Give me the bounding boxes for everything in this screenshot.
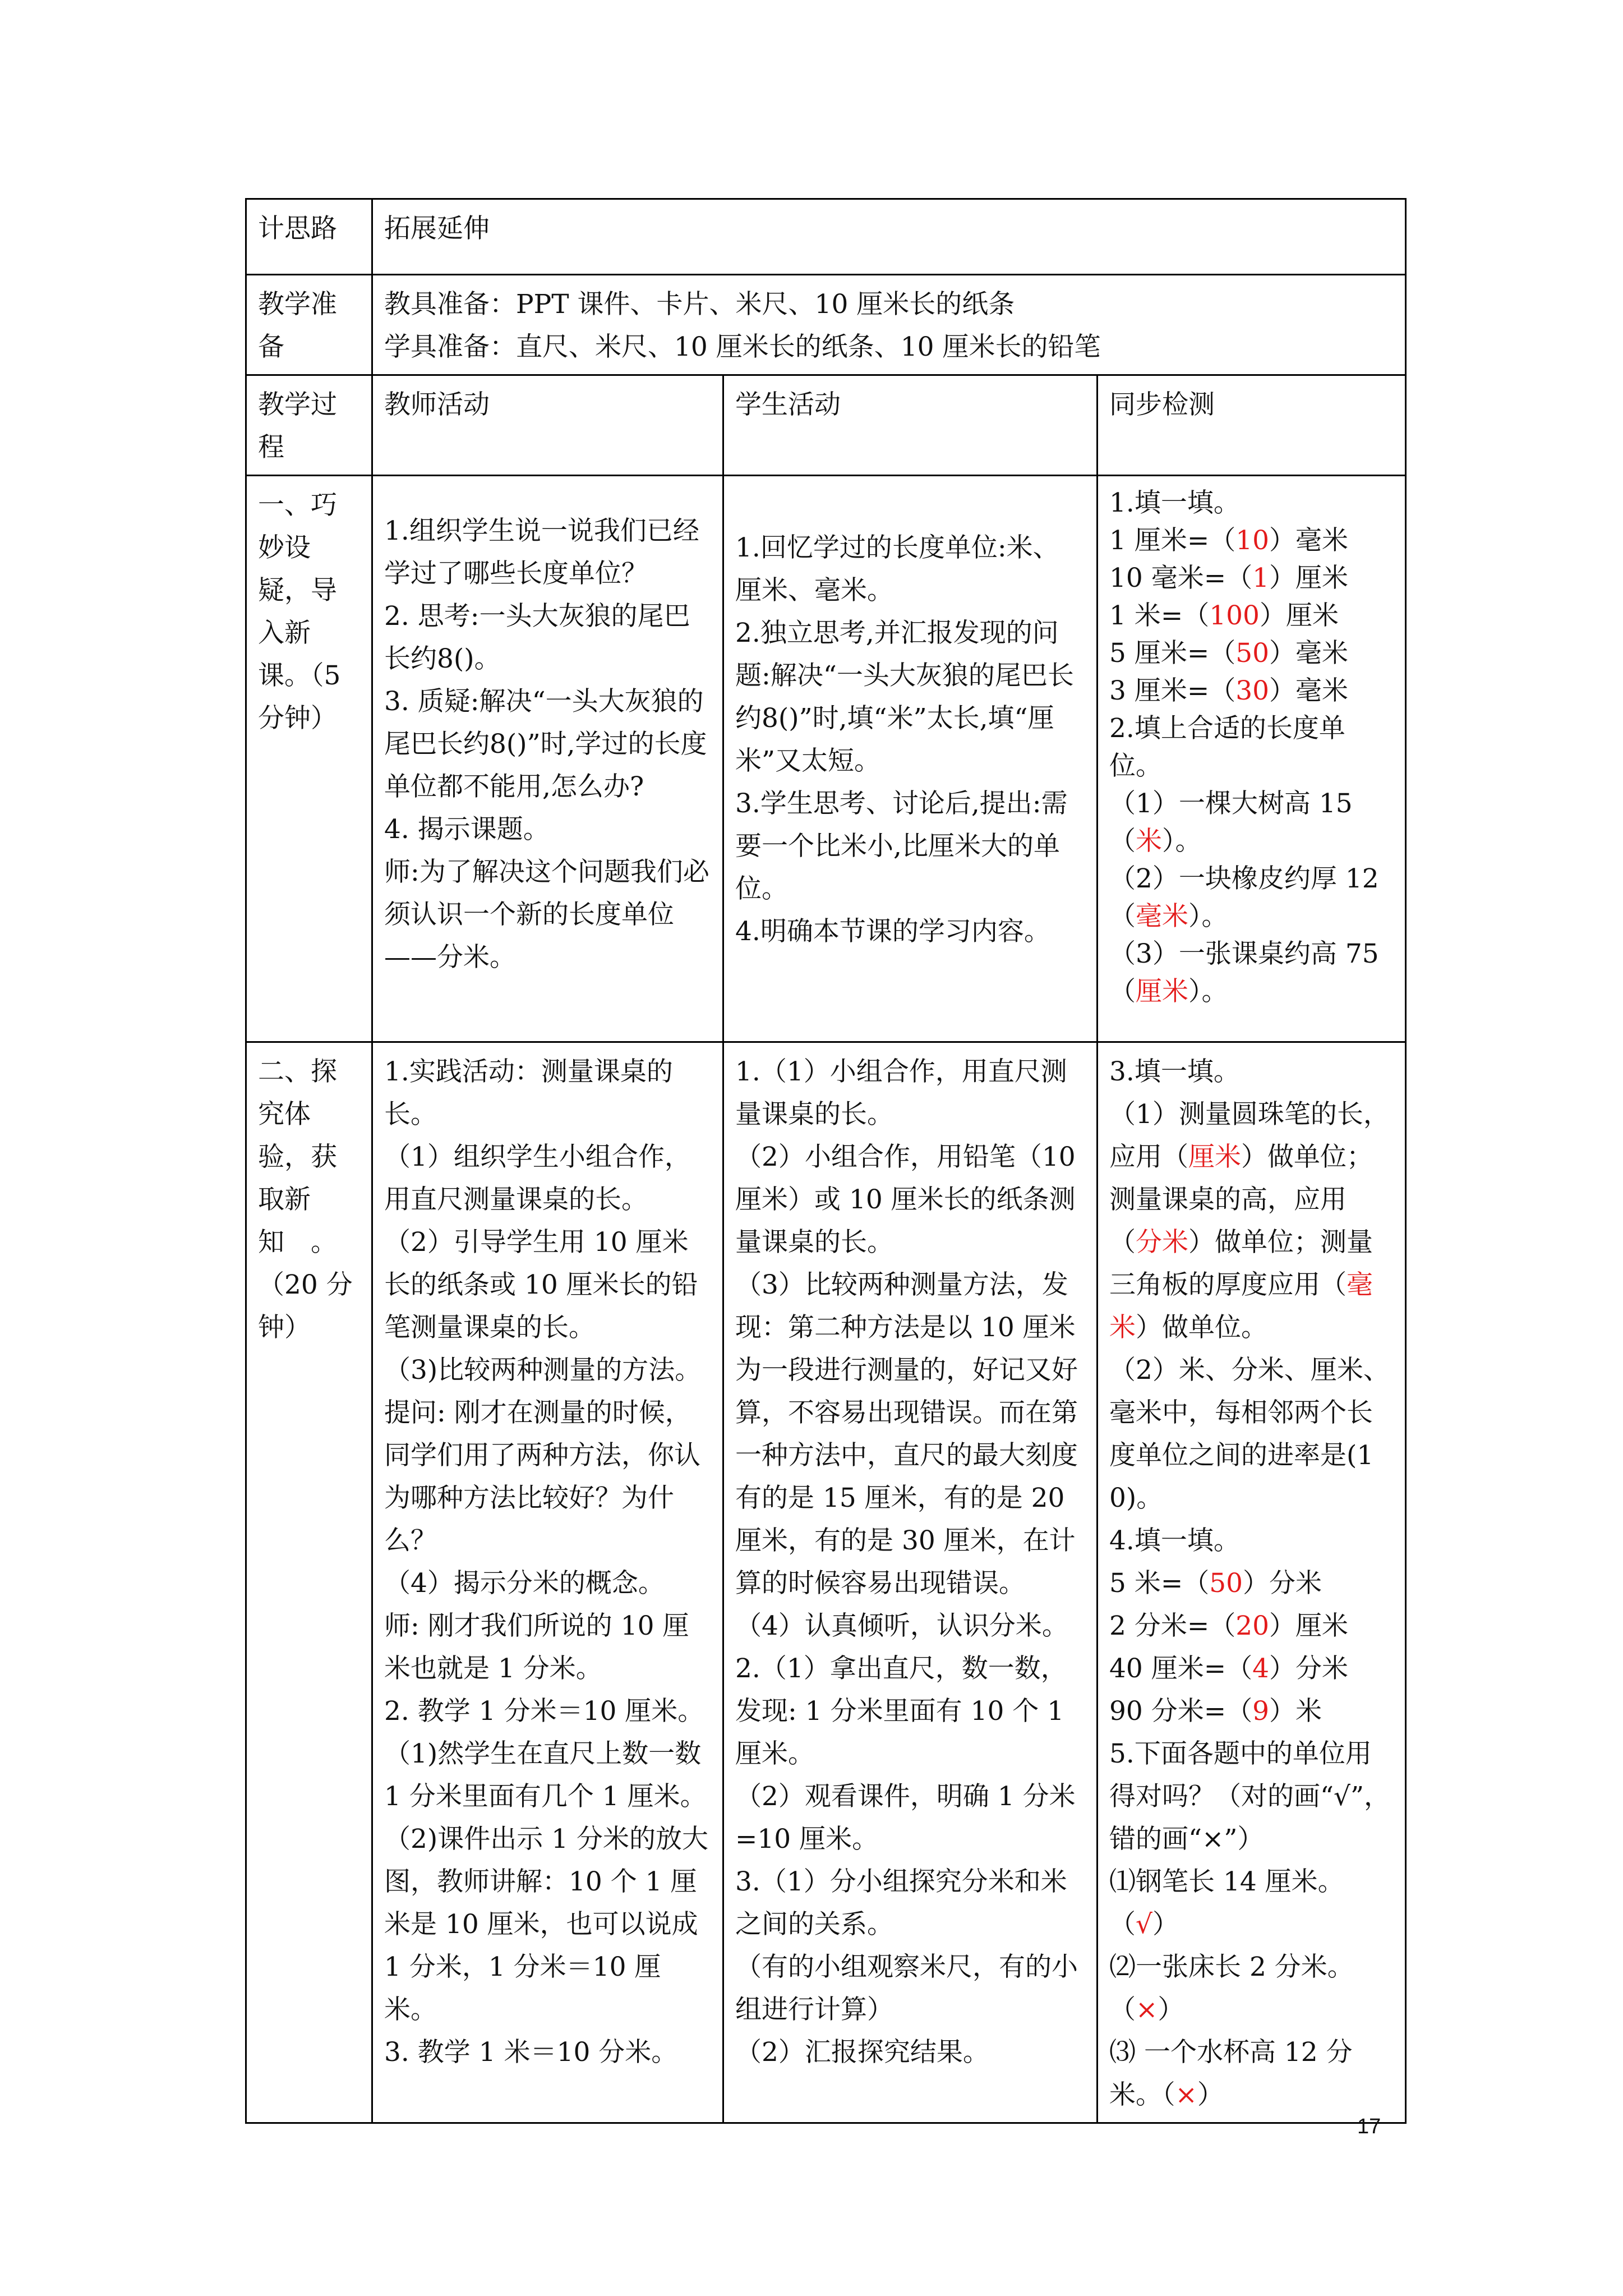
stage1-label: 一、巧妙设疑，导入新课。（5 分钟） <box>246 476 372 1042</box>
stage1-check <box>1098 476 1406 1042</box>
stage2-student <box>723 1042 1098 2123</box>
stage2-teacher-line: （2）引导学生用 10 厘米长的纸条或 10 厘米长的铅笔测量课桌的长。 <box>384 1227 698 1343</box>
stage2-teacher-line: 1.实践活动：测量课桌的长。 <box>384 1056 673 1130</box>
stage2-student-line: 3.（1）分小组探究分米和米之间的关系。 <box>735 1866 1067 1940</box>
stage2-student-line: （2）汇报探究结果。 <box>735 2037 989 2068</box>
check-line: （1）一棵大树高 15（米）。 <box>1109 788 1353 857</box>
prep-student-aids: 学具准备：直尺、米尺、10 厘米长的纸条、10 厘米长的铅笔 <box>384 332 1101 362</box>
check-line: 10 毫米=（1）厘米 <box>1109 563 1349 593</box>
stage2-teacher-line: 师: 刚才我们所说的 10 厘米也就是 1 分米。 <box>384 1611 689 1684</box>
check-line: 1.填一填。 <box>1109 487 1240 518</box>
check-line: 5.下面各题中的单位用得对吗？（对的画“√”，错的画“×”） <box>1109 1738 1391 1855</box>
stage2-teacher-line: 3. 教学 1 米＝10 分米。 <box>384 2037 678 2068</box>
stage1-teacher-line: 4. 揭示课题。 <box>384 814 550 845</box>
check-line: ⑶ 一个水杯高 12 分米。（×） <box>1109 2037 1353 2110</box>
stage1-teacher-line: 2. 思考:一头大灰狼的尾巴长约8()。 <box>384 601 690 674</box>
process-label: 教学过程 <box>246 375 372 476</box>
check-line: 5 米=（50）分米 <box>1109 1568 1322 1599</box>
check-line: 2 分米=（20）厘米 <box>1109 1611 1349 1641</box>
stage2-student-line: （3）比较两种测量方法，发现：第二种方法是以 10 厘米为一段进行测量的，好记又好算，不容易出现错误。而在第一种方法中，直尺的最大刻度有的是 15 厘米，有的是 20 厘米，有的是 30 厘米，在计算的时候容易出现错误。 <box>735 1269 1078 1599</box>
stage2-label: 二、探究体验，获取新知 。（20 分钟） <box>246 1042 372 2123</box>
stage2-teacher-line: （3)比较两种测量的方法。提问: 刚才在测量的时候，同学们用了两种方法，你认为哪种方法比较好？为什么？ <box>384 1355 702 1556</box>
check-line: （1）测量圆珠笔的长，应用（厘米）做单位；测量课桌的高，应用（ <box>1109 1099 1390 1258</box>
check-line: ⑵一张床长 2 分米。（×） <box>1109 1952 1354 2025</box>
stage2-teacher-line: （1)然学生在直尺上数一数 1 分米里面有几个 1 厘米。 <box>384 1738 710 1812</box>
design-label: 计思路 <box>246 199 372 275</box>
prep-row <box>246 275 1406 375</box>
check-line: 毫米）做单位。 <box>1109 1269 1373 1343</box>
stage2-row <box>246 1042 1406 2123</box>
check-line: 2.填上合适的长度单位。 <box>1109 713 1345 781</box>
stage2-student-line: （有的小组观察米尺，有的小组进行计算） <box>735 1952 1078 2025</box>
check-line: （2）一块橡皮约厚 12（毫米）。 <box>1109 863 1379 932</box>
check-line: 4.填一填。 <box>1109 1525 1240 1556</box>
prep-teaching-aids: 教具准备：PPT 课件、卡片、米尺、10 厘米长的纸条 <box>384 289 1015 320</box>
check-line: 分米）做单位；测量三角板的厚度应用（ <box>1109 1227 1373 1300</box>
stage1-student-line: 3.学生思考、讨论后,提出:需要一个比米小,比厘米大的单位。 <box>735 788 1068 904</box>
stage2-student-line: 1.（1）小组合作，用直尺测量课桌的长。 <box>735 1056 1067 1130</box>
stage1-teacher <box>372 476 723 1042</box>
check-line: 5 厘米=（50）毫米 <box>1109 638 1349 669</box>
check-header: 同步检测 <box>1098 375 1406 476</box>
check-line: 3 厘米=（30）毫米 <box>1109 675 1349 706</box>
stage1-student-line: 1.回忆学过的长度单位:米、厘米、毫米。 <box>735 532 1059 606</box>
check-line: ⑴钢笔长 14 厘米。（√） <box>1109 1866 1344 1940</box>
design-content: 拓展延伸 <box>372 199 1406 275</box>
lesson-plan-table <box>245 198 1407 2124</box>
stage1-teacher-line: 3. 质疑:解决“一头大灰狼的尾巴长约8()”时,学过的长度单位都不能用,怎么办? <box>384 686 707 802</box>
prep-label: 教学准备 <box>246 275 372 375</box>
check-line: （2）米、分米、厘米、毫米中，每相邻两个长度单位之间的进率是(10)。 <box>1109 1355 1390 1513</box>
header-row <box>246 375 1406 476</box>
check-line: 1 米=（100）厘米 <box>1109 600 1339 631</box>
stage2-teacher-line: （4）揭示分米的概念。 <box>384 1568 665 1599</box>
stage2-teacher-line: （1）组织学生小组合作，用直尺测量课桌的长。 <box>384 1142 691 1215</box>
stage2-student-line: （2）观看课件，明确 1 分米=10 厘米。 <box>735 1781 1076 1855</box>
stage1-teacher-line: 师:为了解决这个问题我们必须认识一个新的长度单位——分米。 <box>384 857 709 973</box>
page-number: 17 <box>1357 2115 1381 2138</box>
stage2-teacher <box>372 1042 723 2123</box>
check-line: 1 厘米=（10）毫米 <box>1109 525 1349 556</box>
student-header: 学生活动 <box>723 375 1098 476</box>
check-line: 3.填一填。 <box>1109 1056 1240 1087</box>
design-row <box>246 199 1406 275</box>
check-line: 90 分米=（9）米 <box>1109 1696 1322 1727</box>
stage2-teacher-line: （2)课件出示 1 分米的放大图，教师讲解：10 个 1 厘米是 10 厘米，也可以说成 1 分米，1 分米＝10 厘米。 <box>384 1824 709 2025</box>
stage1-teacher-line: 1.组织学生说一说我们已经学过了哪些长度单位？ <box>384 516 699 589</box>
check-line: （3）一张课桌约高 75（厘米）。 <box>1109 938 1379 1007</box>
stage1-student <box>723 476 1098 1042</box>
stage1-student-line: 2.独立思考,并汇报发现的问题:解决“一头大灰狼的尾巴长约8()”时,填“米”太长,填“厘米”又太短。 <box>735 618 1074 776</box>
stage1-student-line: 4.明确本节课的学习内容。 <box>735 916 1050 947</box>
stage2-student-line: 2.（1）拿出直尺，数一数，发现: 1 分米里面有 10 个 1 厘米。 <box>735 1653 1073 1769</box>
check-line: 40 厘米=（4）分米 <box>1109 1653 1349 1684</box>
stage2-student-line: （2）小组合作，用铅笔（10 厘米）或 10 厘米长的纸条测量课桌的长。 <box>735 1142 1084 1258</box>
teacher-header: 教师活动 <box>372 375 723 476</box>
stage2-student-line: （4）认真倾听，认识分米。 <box>735 1611 1068 1641</box>
stage2-teacher-line: 2. 教学 1 分米＝10 厘米。 <box>384 1696 704 1727</box>
prep-content <box>372 275 1406 375</box>
stage1-row <box>246 476 1406 1042</box>
stage2-check <box>1098 1042 1406 2123</box>
